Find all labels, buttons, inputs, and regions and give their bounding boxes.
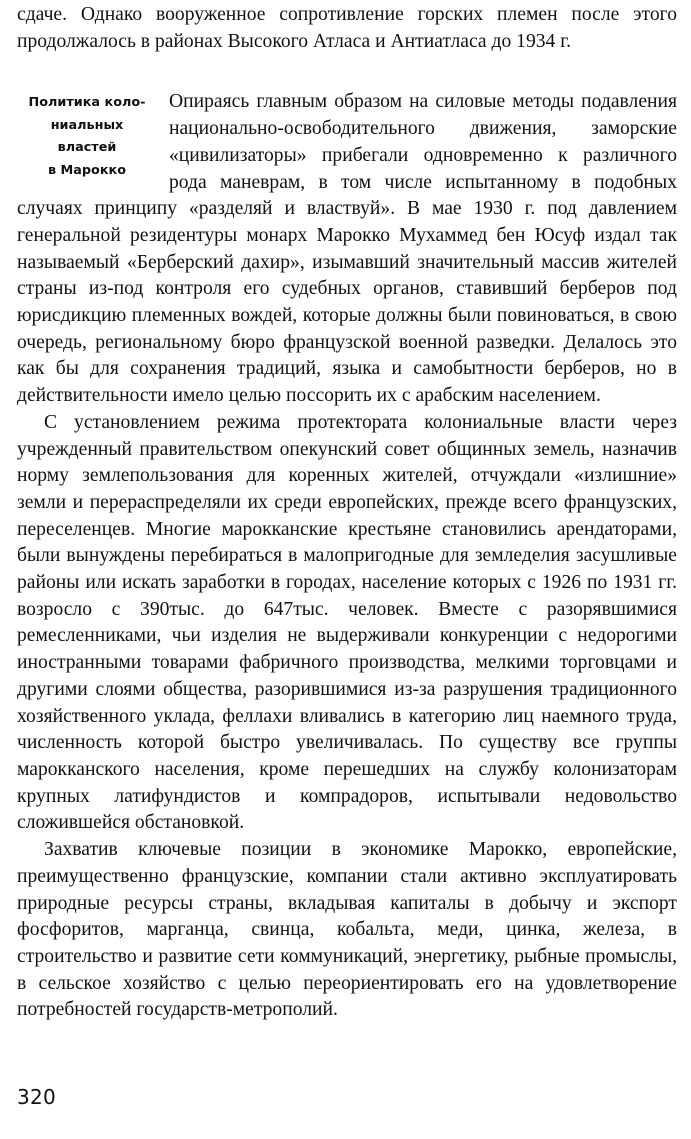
body-paragraph-1: Опираясь главным образом на силовые методы подавления национально-освободительного движения, заморские «цивилизаторы» прибегали одновременно к различного рода маневрам, в том числе испытанному в подобных случаях принципу «разделяй и властвуй». В мае 1930 г. под давлением генеральной резидентуры монарх Марокко Мухаммед бен Юсуф издал так называемый «Берберский дахир», изымавший значительный массив жителей страны из-под контроля его судебных органов, ставивший берберов под юрисдикцию племенных вождей, которые должны были повиноваться, в свою очередь, региональному бюро французской военной разведки. Делалось это как бы для сохранения традиций, языка и самобытности берберов, но в действительности имело целью поссорить их с арабским населением. [17,91,677,407]
section-heading-line: Политика коло- [28,95,146,111]
section-heading-line: властей [57,140,117,156]
page-number: 320 [17,1085,57,1109]
section-gap [17,55,677,89]
section-heading-line: в Марокко [47,162,127,178]
section-colonial-policy [17,89,677,1024]
body-paragraph-3: Захватив ключевые позиции в экономике Марокко, европейские, преимущественно французские, компании стали активно эксплуатировать природные ресурсы страны, вкладывая капиталы в добычу и экспорт фосфоритов, марганца, свинца, кобальта, меди, цинка, железа, в строительство и развитие сети коммуникаций, энергетику, рыбные промыслы, в сельское хозяйство с целью переориентировать его на удовлетворение потребностей государств-метрополий. [17,839,677,1021]
intro-paragraph: сдаче. Однако вооруженное сопротивление горских племен после этого продолжалось в районах Высокого Атласа и Антиатласа до 1934 г. [17,4,677,52]
section-heading [17,92,157,182]
body-paragraph-2: С установлением режима протектората колониальные власти через учрежденный правительством опекунский совет общинных земель, назначив норму землепользования для коренных жителей, отчуждали «излишние» земли и перераспределяли их среди европейских, прежде всего французских, переселенцев. Многие марокканские крестьяне становились арендаторами, были вынуждены перебираться в малопригодные для земледелия засушливые районы или искать заработки в городах, население которых с 1926 по 1931 гг. возросло с 390тыс. до 647тыс. человек. Вместе с разорявшимися ремесленниками, чьи изделия не выдерживали конкуренции с недорогими иностранными товарами фабричного производства, мелкими торговцами и другими слоями общества, разорившимися из-за разрушения традиционного хозяйственного уклада, феллахи вливались в категорию лиц наемного труда, численность которой быстро увеличивалась. По существу все группы марокканского населения, кроме перешедших на службу колонизаторам крупных латифундистов и компрадоров, испытывали недовольство сложившейся обстановкой. [17,411,677,834]
book-page [17,2,677,1024]
section-heading-line: ниальных [50,117,124,133]
